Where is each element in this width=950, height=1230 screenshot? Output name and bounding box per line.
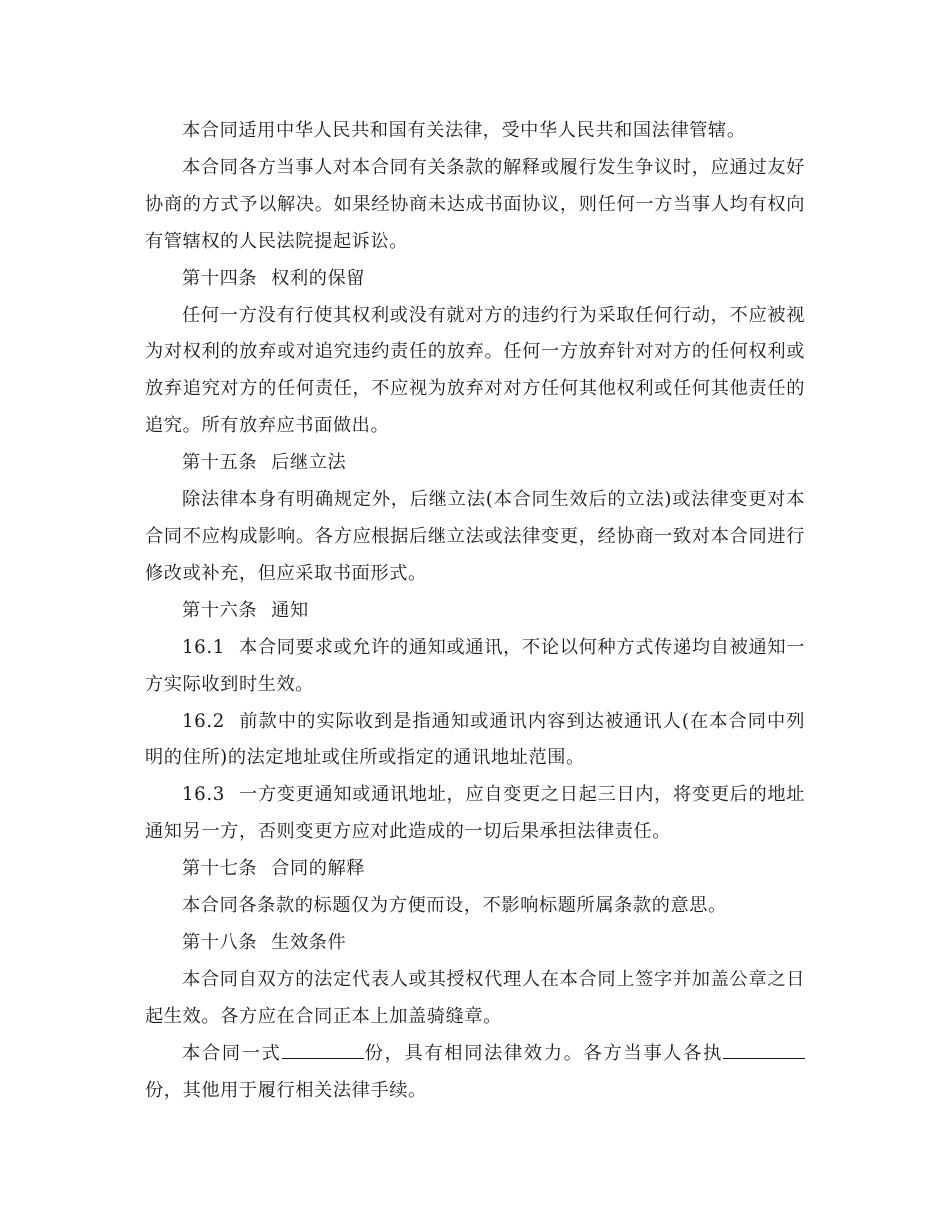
paragraph-subsequent-legislation: 除法律本身有明确规定外，后继立法(本合同生效后的立法)或法律变更对本合同不应构成影响。各方应根据后继立法或法律变更，经协商一致对本合同进行修改或补充，但应采取书面形式。: [145, 489, 805, 584]
article-title: 合同的解释: [271, 858, 366, 880]
clause-text: 前款中的实际收到是指通知或通讯内容到达被通讯人(在本合同中列明的住所)的法定地址或住所或指定的通讯地址范围。: [145, 710, 805, 769]
article-number: 第十四条: [182, 267, 258, 289]
article-title: 生效条件: [271, 931, 347, 953]
article-number: 第十六条: [182, 599, 258, 621]
clause-16-2: [145, 704, 805, 778]
article-14-heading: [145, 261, 805, 298]
article-title: 通知: [271, 599, 309, 621]
article-18-heading: [145, 925, 805, 962]
clause-16-3: [145, 777, 805, 851]
clause-number: 16.3: [182, 784, 225, 806]
clause-number: 16.1: [182, 636, 225, 658]
article-15-heading: [145, 445, 805, 482]
clause-text: 本合同要求或允许的通知或通讯，不论以何种方式传递均自被通知一方实际收到时生效。: [145, 636, 805, 695]
clause-16-1: [145, 630, 805, 704]
copies-count-blank[interactable]: [282, 1040, 364, 1059]
article-title: 权利的保留: [271, 267, 366, 289]
paragraph-interpretation: 本合同各条款的标题仅为方便而设，不影响标题所属条款的意思。: [182, 895, 727, 917]
article-title: 后继立法: [271, 452, 347, 474]
paragraph-copies: [145, 1036, 805, 1110]
clause-number: 16.2: [182, 710, 225, 732]
contract-text: [145, 113, 805, 1109]
paragraph-effective-conditions: 本合同自双方的法定代表人或其授权代理人在本合同上签字并加盖公章之日起生效。各方应在合同正本上加盖骑缝章。: [145, 968, 805, 1027]
clause-text: 一方变更通知或通讯地址，应自变更之日起三日内，将变更后的地址通知另一方，否则变更方应对此造成的一切后果承担法律责任。: [145, 784, 805, 843]
copies-text-part-1: 本合同一式: [182, 1042, 282, 1064]
copies-each-blank[interactable]: [723, 1040, 805, 1059]
article-17-heading: [145, 851, 805, 888]
article-number: 第十七条: [182, 858, 258, 880]
paragraph-dispute-resolution: 本合同各方当事人对本合同有关条款的解释或履行发生争议时，应通过友好协商的方式予以解决。如果经协商未达成书面协议，则任何一方当事人均有权向有管辖权的人民法院提起诉讼。: [145, 156, 805, 252]
article-number: 第十五条: [182, 452, 258, 474]
copies-text-part-2: 份，具有相同法律效力。各方当事人各执: [363, 1042, 723, 1064]
article-number: 第十八条: [182, 931, 258, 953]
paragraph-reservation-of-rights: 任何一方没有行使其权利或没有就对方的违约行为采取任何行动，不应被视为对权利的放弃或对追究违约责任的放弃。任何一方放弃针对对方的任何权利或放弃追究对方的任何责任，不应视为放弃对对方任何其他权利或任何其他责任的追究。所有放弃应书面做出。: [145, 304, 805, 437]
paragraph-governing-law: 本合同适用中华人民共和国有关法律，受中华人民共和国法律管辖。: [182, 120, 746, 141]
article-16-heading: [145, 593, 805, 630]
copies-text-part-3: 份，其他用于履行相关法律手续。: [145, 1079, 427, 1101]
